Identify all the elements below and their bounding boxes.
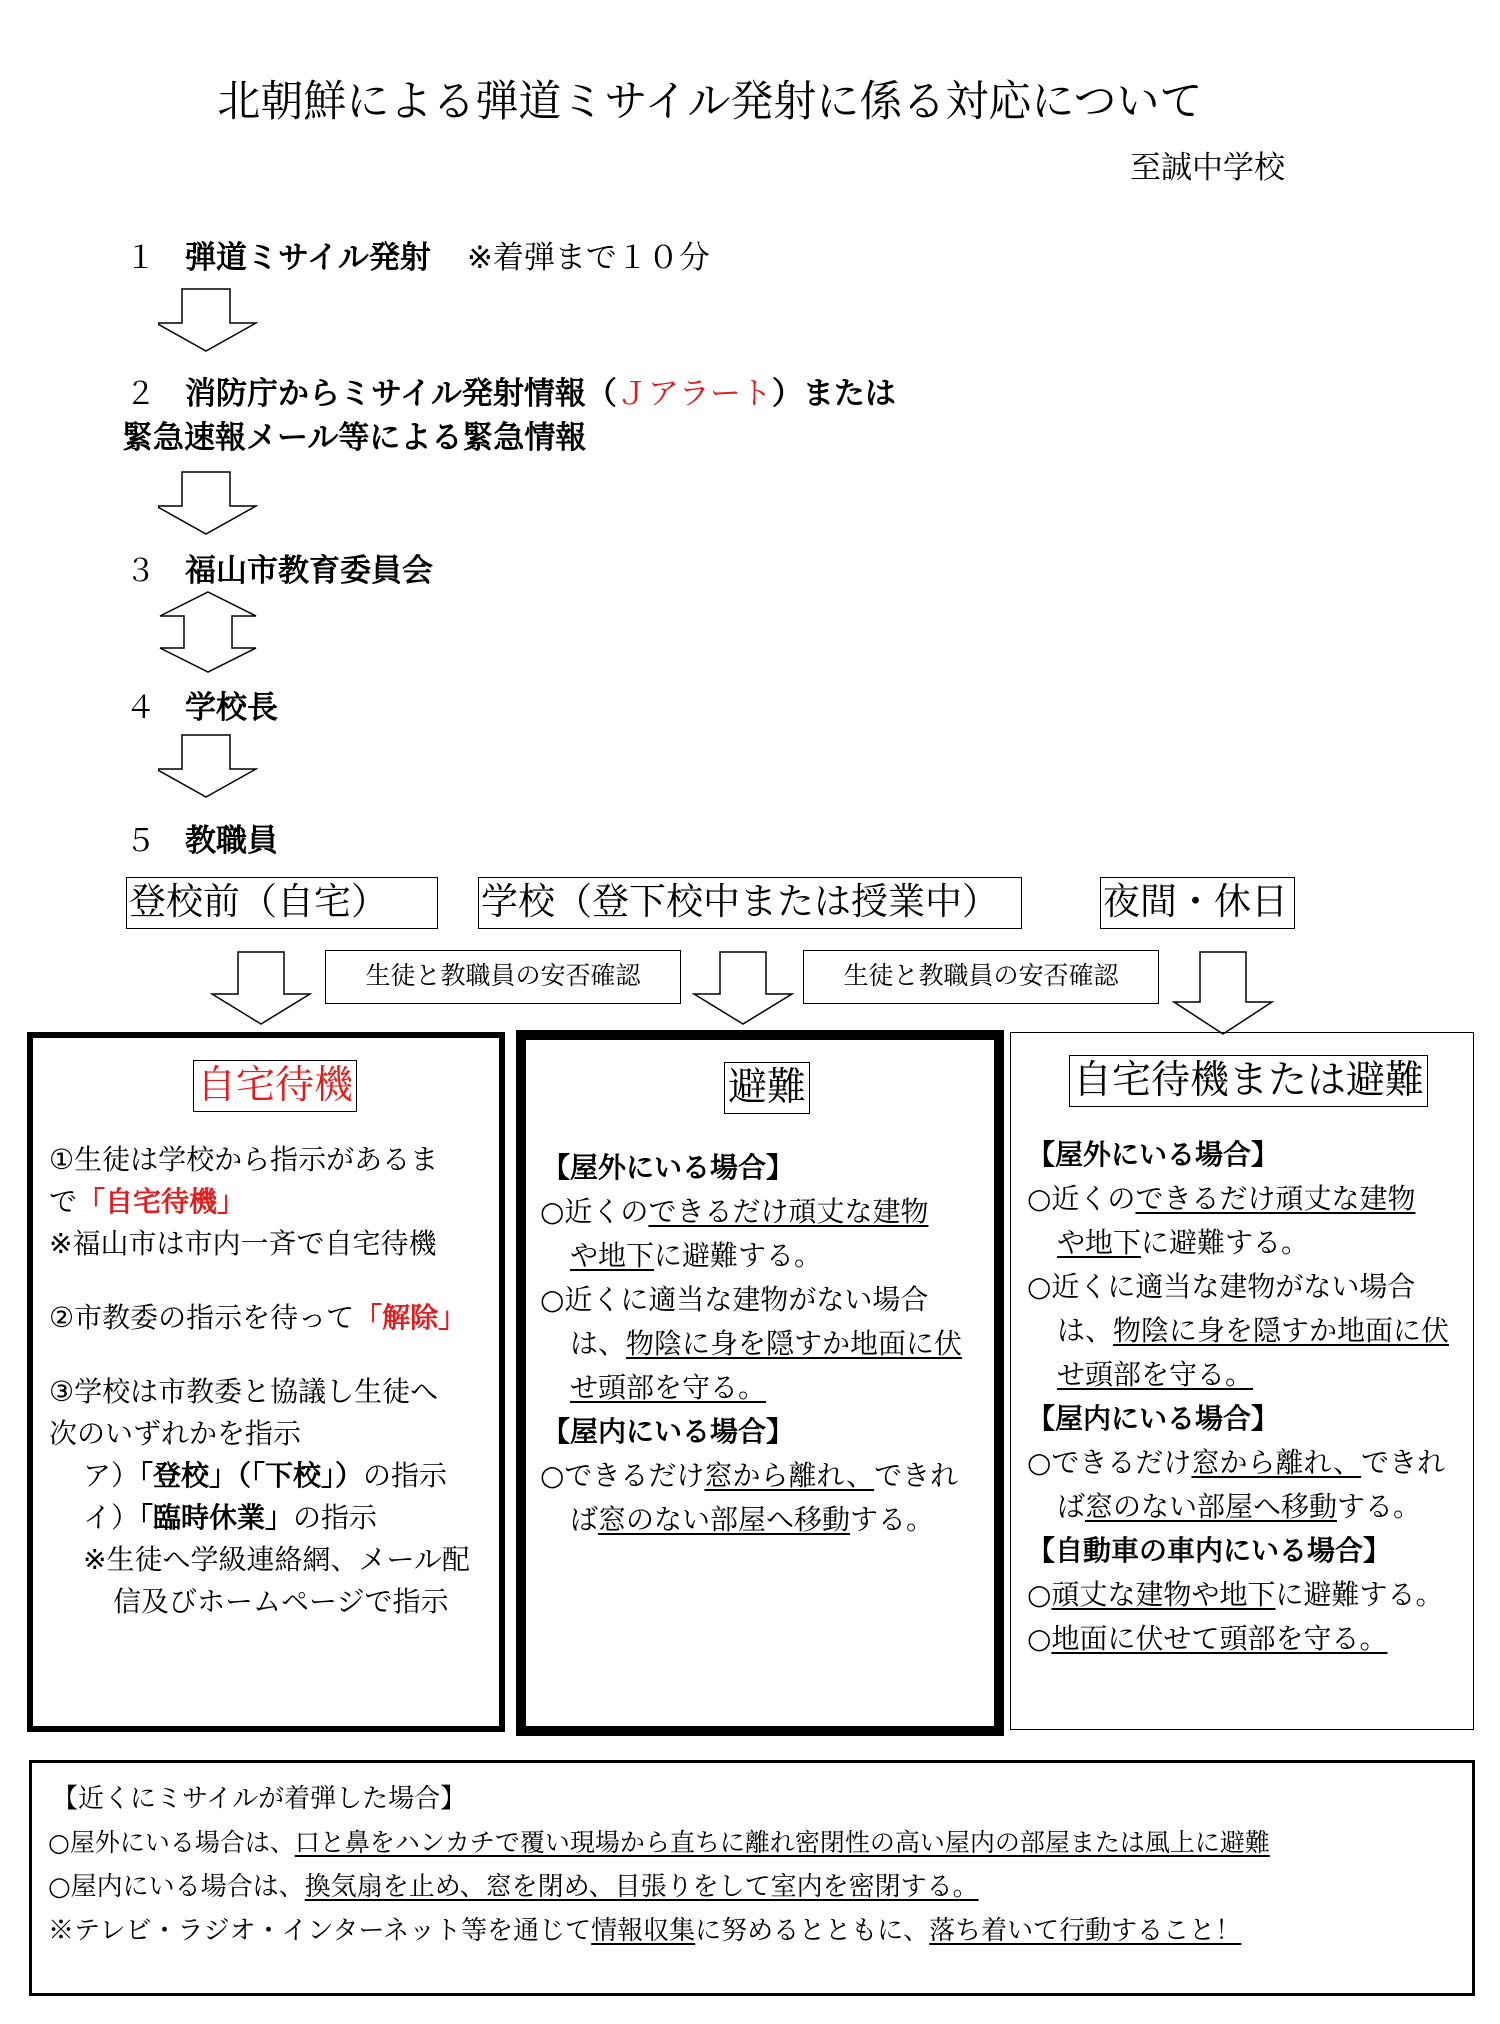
right-indoor-2-a: ば (1057, 1490, 1086, 1523)
right-indoor-heading: 【屋内にいる場合】 (1027, 1402, 1280, 1435)
right-outdoor-3: ○近くに適当な建物がない場合 (1027, 1270, 1416, 1303)
panel-evacuate-title: 避難 (724, 1062, 810, 1114)
bottom-line-2-b: 換気扇を止め、窓を閉め、目張りをして室内を密閉する。 (304, 1872, 979, 1902)
down-arrow-icon (692, 950, 796, 1026)
mid-outdoor-2-a: や地下 (570, 1239, 655, 1272)
right-car-1-b: 頑丈な建物や地下 (1051, 1578, 1276, 1611)
bottom-line-3-c: に努めるとともに、 (695, 1916, 930, 1946)
left-line-7 (83, 1454, 447, 1498)
left-line-8-b: 「臨時休業」 (139, 1501, 294, 1534)
step-3-text: 福山市教育委員会 (185, 553, 433, 589)
mid-indoor-1-b: 窓から離れ、 (704, 1459, 875, 1492)
left-line-4-a: ②市教委の指示を待って (49, 1301, 355, 1334)
left-line-5: ③学校は市教委と協議し生徒へ (49, 1375, 439, 1408)
right-outdoor-4-b: 物陰に身を隠すか地面に伏 (1113, 1314, 1450, 1347)
step-2-text-post: ）または (771, 376, 896, 412)
bottom-line-2 (48, 1867, 979, 1907)
right-indoor-1 (1027, 1441, 1445, 1485)
mid-outdoor-4 (570, 1322, 962, 1366)
right-outdoor-4-a: は、 (1057, 1314, 1114, 1347)
right-outdoor-2-a: や地下 (1057, 1226, 1142, 1259)
mid-indoor-2-b: 窓のない部屋へ移動 (598, 1503, 851, 1536)
step-1-number: １ (125, 240, 156, 276)
right-outdoor-4 (1057, 1309, 1449, 1353)
mid-indoor-1-c: できれ (874, 1459, 959, 1492)
right-car-2-a: ○ (1027, 1622, 1052, 1655)
mid-indoor-2-c: する。 (850, 1503, 935, 1536)
mid-outdoor-1 (540, 1190, 928, 1234)
step-5-number: ５ (125, 823, 156, 859)
right-outdoor-2 (1057, 1221, 1309, 1265)
mid-outdoor-2 (570, 1234, 822, 1278)
bottom-line-2-a: ○屋内にいる場合は、 (48, 1872, 305, 1902)
down-arrow-icon (158, 470, 258, 536)
safety-check-label: 生徒と教職員の安否確認 (803, 950, 1159, 1004)
mid-outdoor-4-a: は、 (570, 1327, 627, 1360)
bottom-line-3 (48, 1911, 1241, 1951)
mid-outdoor-1-a: ○近くの (540, 1195, 649, 1228)
panel-home-wait (27, 1032, 505, 1732)
right-car-1-c: に避難する。 (1275, 1578, 1444, 1611)
left-line-8-c: の指示 (293, 1501, 378, 1534)
right-indoor-1-c: できれ (1361, 1446, 1446, 1479)
down-arrow-icon (210, 950, 314, 1026)
down-arrow-icon (158, 733, 258, 799)
bottom-line-1 (48, 1823, 1270, 1863)
step-4-number: ４ (125, 690, 156, 726)
step-2 (125, 368, 896, 413)
right-indoor-2-b: 窓のない部屋へ移動 (1085, 1490, 1338, 1523)
double-arrow-icon (156, 590, 260, 674)
situation-at-school: 学校（登下校中または授業中） (478, 877, 1022, 929)
bottom-line-1-a: ○屋外にいる場合は、 (48, 1828, 295, 1857)
mid-indoor-heading: 【屋内にいる場合】 (542, 1415, 795, 1448)
step-1 (125, 232, 710, 277)
left-line-8-a: イ） (83, 1501, 140, 1534)
down-arrow-icon (1172, 950, 1276, 1036)
mid-outdoor-1-b: できるだけ頑丈な建物 (648, 1195, 929, 1228)
page-title: 北朝鮮による弾道ミサイル発射に係る対応について (217, 77, 1203, 127)
situation-before-school: 登校前（自宅） (126, 877, 438, 929)
right-indoor-2-c: する。 (1337, 1490, 1422, 1523)
right-indoor-2 (1057, 1485, 1421, 1529)
missile-landed-nearby-box (29, 1760, 1475, 1996)
left-line-3: ※福山市は市内一斉で自宅待機 (49, 1227, 437, 1260)
left-line-10: 信及びホームページで指示 (113, 1585, 449, 1618)
step-3 (125, 545, 433, 590)
step-1-text: 弾道ミサイル発射 (185, 240, 431, 276)
panel-right-title: 自宅待機または避難 (1069, 1055, 1428, 1107)
down-arrow-icon (158, 287, 258, 353)
right-outdoor-2-b: に避難する。 (1141, 1226, 1310, 1259)
mid-outdoor-2-b: に避難する。 (654, 1239, 823, 1272)
panel-home-wait-title: 自宅待機 (193, 1060, 357, 1112)
step-5 (125, 815, 278, 860)
step-1-note: ※着弾まで１０分 (466, 240, 710, 276)
left-line-2-b: 「自宅待機」 (77, 1185, 246, 1218)
mid-indoor-1 (540, 1454, 958, 1498)
left-line-7-a: ア） (83, 1459, 140, 1492)
right-outdoor-heading: 【屋外にいる場合】 (1027, 1138, 1280, 1171)
step-2-number: ２ (125, 376, 156, 412)
mid-outdoor-4-b: 物陰に身を隠すか地面に伏 (626, 1327, 963, 1360)
left-line-4 (49, 1296, 466, 1340)
right-car-2 (1027, 1617, 1387, 1661)
right-car-1-a: ○ (1027, 1578, 1052, 1611)
step-4-text: 学校長 (185, 690, 278, 726)
left-line-2 (49, 1180, 245, 1224)
safety-check-label: 生徒と教職員の安否確認 (325, 950, 681, 1004)
mid-outdoor-heading: 【屋外にいる場合】 (542, 1151, 795, 1184)
bottom-line-3-a: ※テレビ・ラジオ・インターネット等を通じて (48, 1916, 592, 1946)
right-indoor-1-a: ○できるだけ (1027, 1446, 1192, 1479)
bottom-line-1-b: 口と鼻をハンカチで覆い現場から直ちに離れ密閉性の高い屋内の部屋または風上に避難 (294, 1828, 1270, 1857)
right-outdoor-1 (1027, 1177, 1415, 1221)
school-name: 至誠中学校 (1130, 150, 1285, 186)
left-line-1: ①生徒は学校から指示があるま (49, 1143, 439, 1176)
right-car-2-b: 地面に伏せて頭部を守る。 (1051, 1622, 1388, 1655)
mid-indoor-2-a: ば (570, 1503, 599, 1536)
mid-indoor-1-a: ○できるだけ (540, 1459, 705, 1492)
panel-evacuate (516, 1030, 1004, 1736)
right-car-1 (1027, 1573, 1443, 1617)
left-line-8 (83, 1496, 377, 1540)
left-line-4-b: 「解除」 (354, 1301, 467, 1334)
step-4 (125, 682, 278, 727)
left-line-7-c: の指示 (363, 1459, 448, 1492)
left-line-6: 次のいずれかを指示 (49, 1417, 302, 1450)
panel-home-wait-or-evacuate (1010, 1032, 1474, 1730)
mid-outdoor-3: ○近くに適当な建物がない場合 (540, 1283, 929, 1316)
bottom-line-3-b: 情報収集 (591, 1916, 696, 1946)
mid-outdoor-5: せ頭部を守る。 (570, 1371, 767, 1404)
bottom-heading: 【近くにミサイルが着弾した場合】 (52, 1784, 467, 1814)
left-line-7-b: 「登校」（「下校」） (139, 1459, 364, 1492)
situation-night-holiday: 夜間・休日 (1100, 877, 1295, 929)
step-2-text-pre: 消防庁からミサイル発射情報（ (185, 376, 617, 412)
mid-indoor-2 (570, 1498, 934, 1542)
step-5-text: 教職員 (185, 823, 278, 859)
right-outdoor-1-a: ○近くの (1027, 1182, 1136, 1215)
j-alert-label: Ｊアラート (616, 376, 772, 412)
bottom-line-3-d: 落ち着いて行動すること！ (929, 1916, 1242, 1946)
right-outdoor-5: せ頭部を守る。 (1057, 1358, 1254, 1391)
right-car-heading: 【自動車の車内にいる場合】 (1027, 1534, 1392, 1567)
right-outdoor-1-b: できるだけ頑丈な建物 (1135, 1182, 1416, 1215)
step-3-number: ３ (125, 553, 156, 589)
left-line-2-a: で (49, 1185, 78, 1218)
step-2-line2: 緊急速報メール等による緊急情報 (122, 420, 587, 456)
left-line-9: ※生徒へ学級連絡網、メール配 (83, 1543, 470, 1576)
right-indoor-1-b: 窓から離れ、 (1191, 1446, 1362, 1479)
